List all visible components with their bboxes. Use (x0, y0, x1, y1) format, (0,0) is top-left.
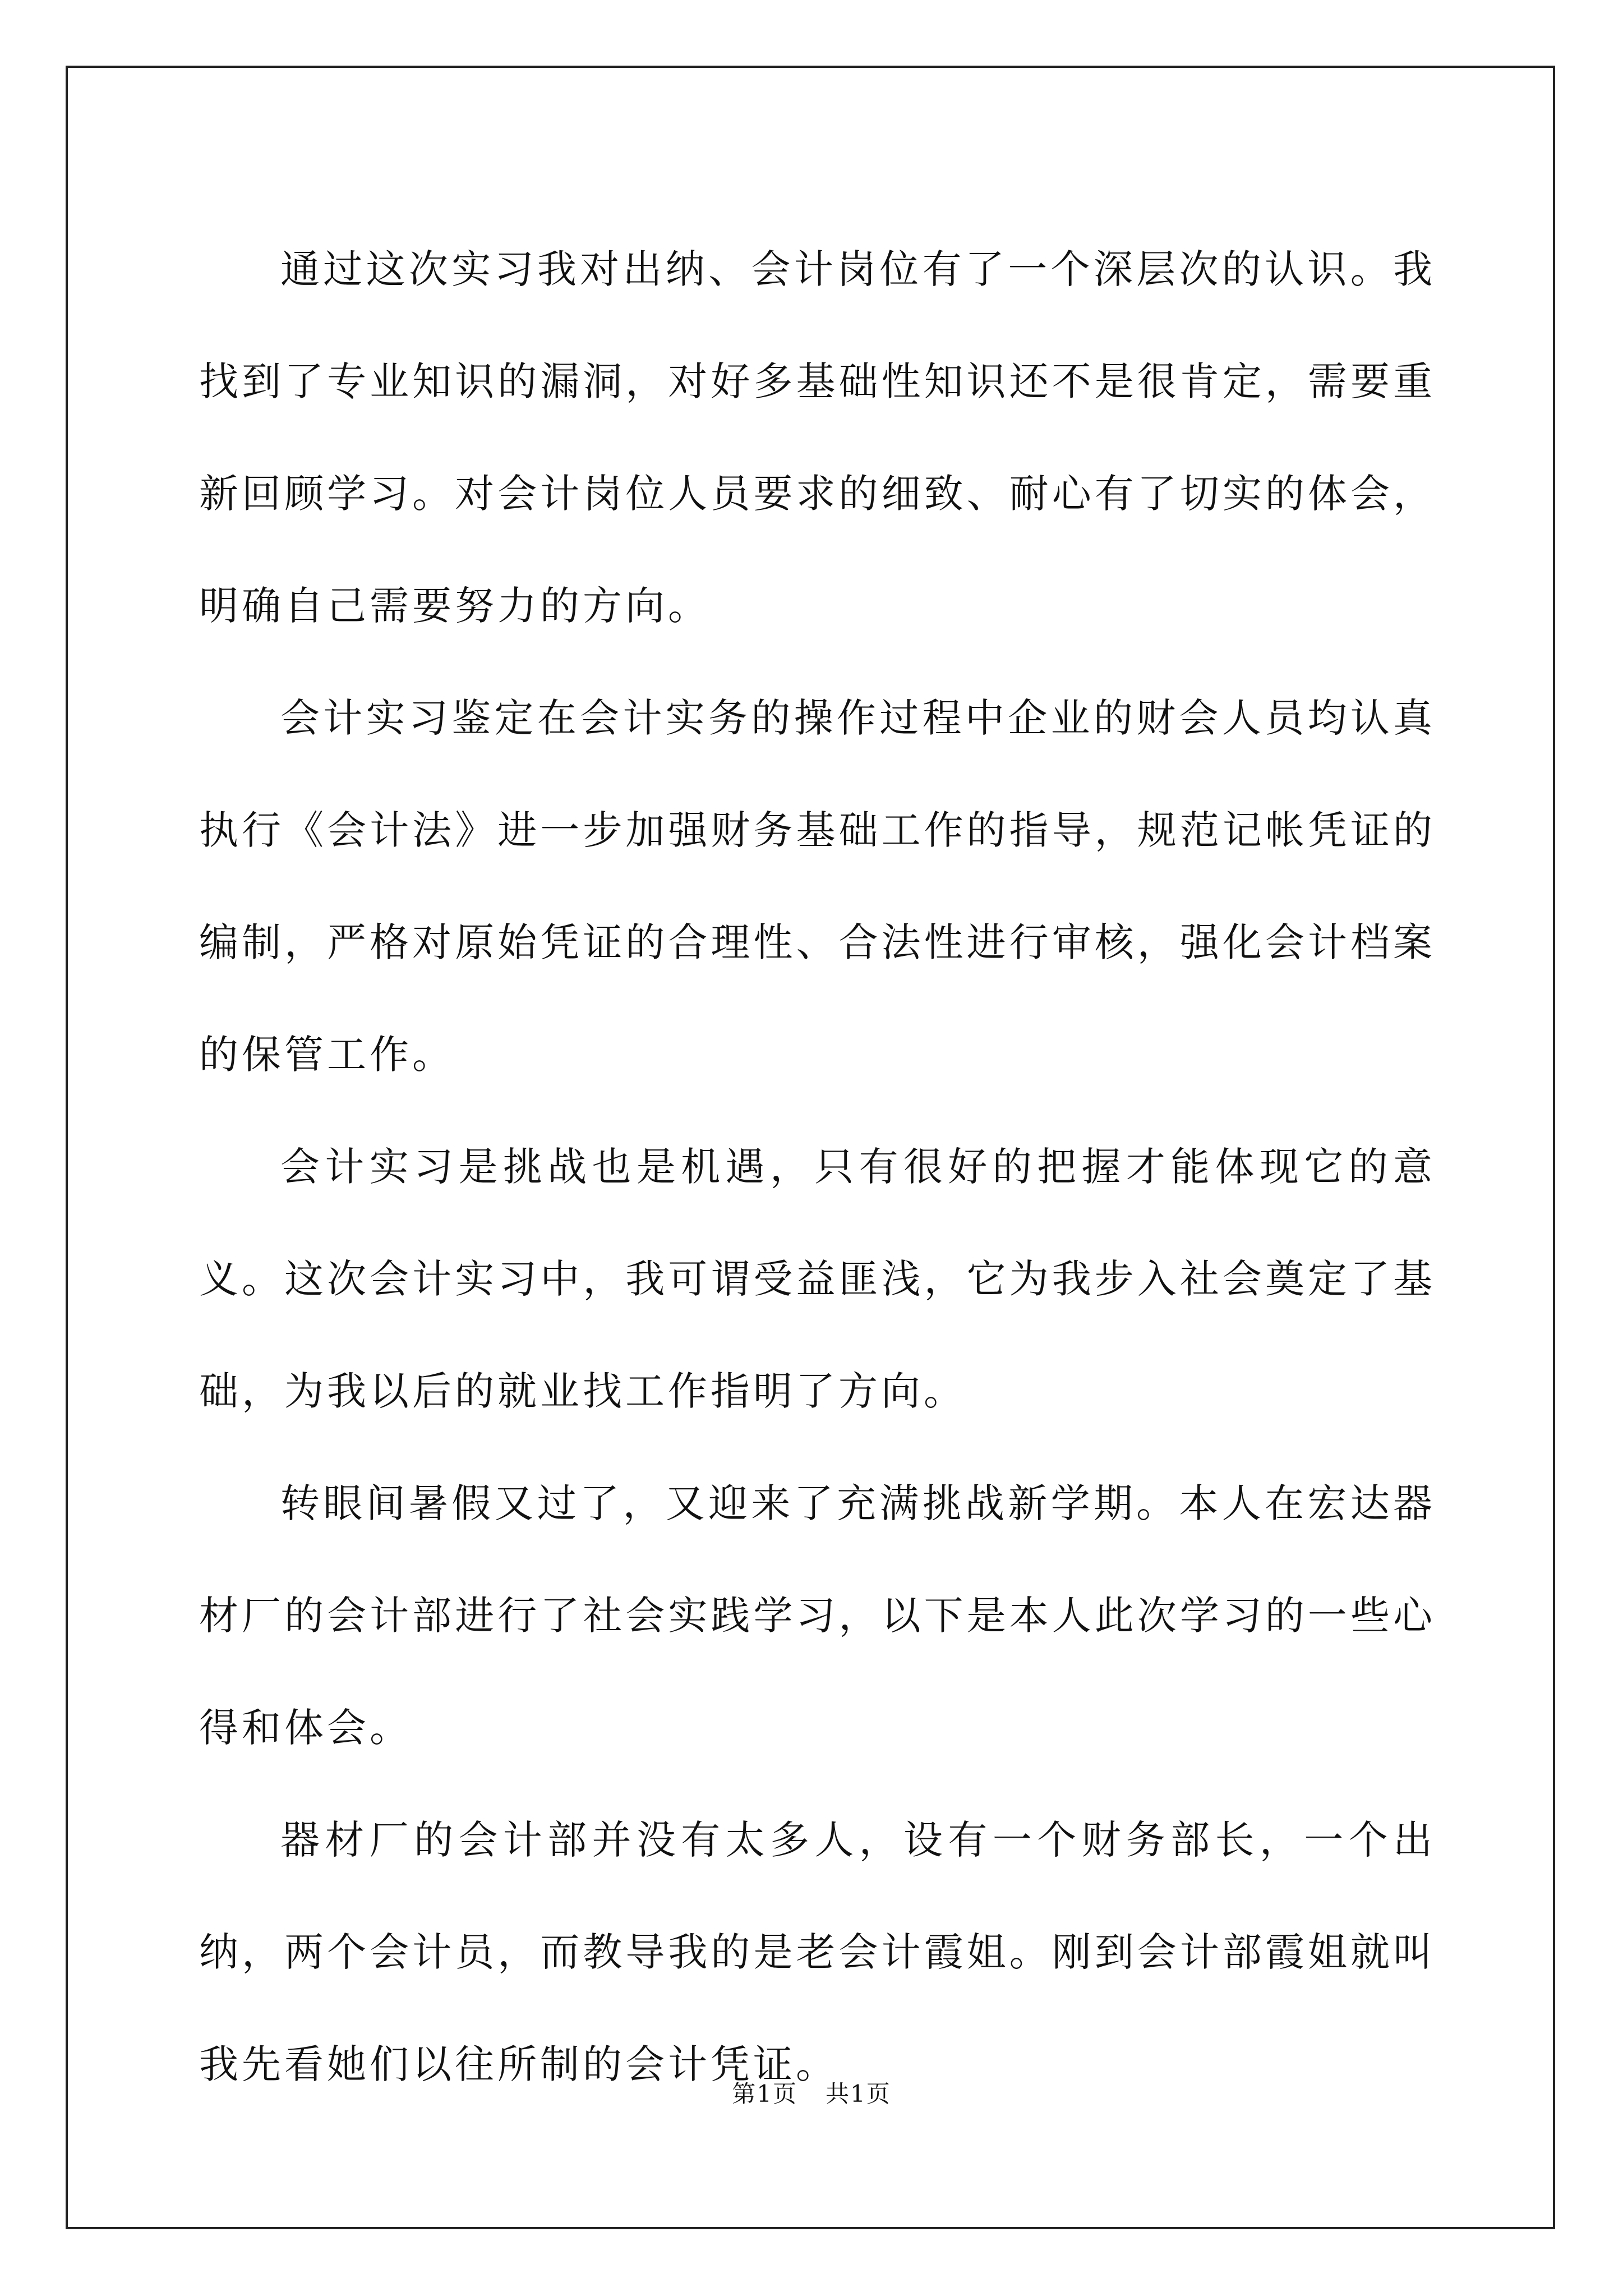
paragraph-1: 通过这次实习我对出纳、会计岗位有了一个深层次的认识。我找到了专业知识的漏洞，对好多基础性知识还不是很肯定，需要重新回顾学习。对会计岗位人员要求的细致、耐心有了切实的体会，明确自己需要努力的方向。 (199, 246, 1436, 629)
page-number-current: 第1页 (732, 2080, 797, 2108)
paragraph-4: 转眼间暑假又过了，又迎来了充满挑战新学期。本人在宏达器材厂的会计部进行了社会实践学习，以下是本人此次学习的一些心得和体会。 (199, 1480, 1436, 1751)
page-number-total: 共1页 (826, 2080, 891, 2108)
document-body (199, 213, 1436, 2120)
paragraph-2: 会计实习鉴定在会计实务的操作过程中企业的财会人员均认真执行《会计法》进一步加强财务基础工作的指导，规范记帐凭证的编制，严格对原始凭证的合理性、合法性进行审核，强化会计档案的保管工作。 (199, 695, 1436, 1078)
paragraph-3: 会计实习是挑战也是机遇，只有很好的把握才能体现它的意义。这次会计实习中，我可谓受益匪浅，它为我步入社会奠定了基础，为我以后的就业找工作指明了方向。 (199, 1144, 1436, 1414)
page-footer (0, 2076, 1623, 2109)
paragraph-5: 器材厂的会计部并没有太多人，设有一个财务部长，一个出纳，两个会计员，而教导我的是老会计霞姐。刚到会计部霞姐就叫我先看她们以往所制的会计凭证。 (199, 1817, 1436, 2087)
